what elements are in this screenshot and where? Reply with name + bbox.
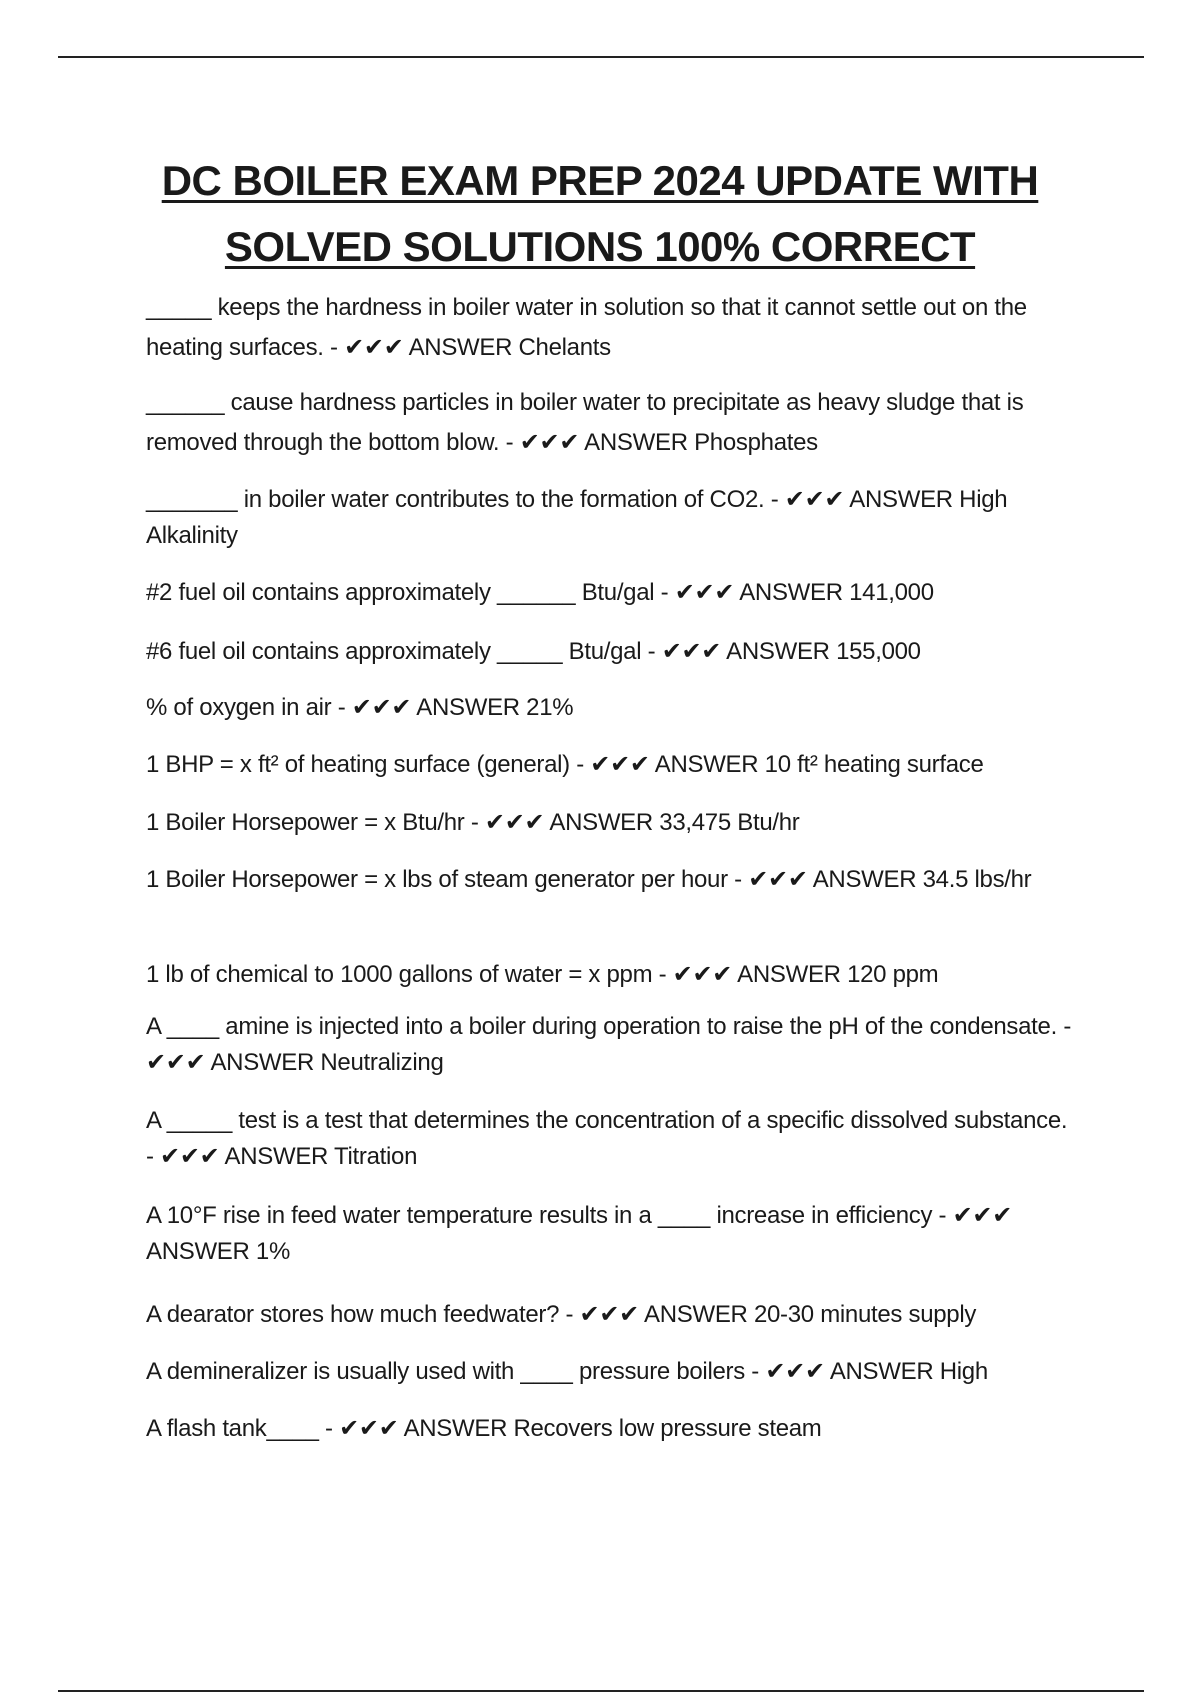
- qa-item-neutralizing-amine: A ____ amine is injected into a boiler during operation to raise the pH of the condensate. - ✔✔✔ ANSWER Neutralizing: [146, 1013, 1072, 1076]
- top-rule: [58, 56, 1144, 58]
- qa-item-oxygen-in-air: % of oxygen in air - ✔✔✔ ANSWER 21%: [146, 694, 574, 721]
- qa-item-bhp-heating-surface: 1 BHP = x ft² of heating surface (general) - ✔✔✔ ANSWER 10 ft² heating surface: [146, 751, 984, 778]
- qa-item-feedwater-efficiency: A 10°F rise in feed water temperature results in a ____ increase in efficiency - ✔✔✔ ANSWER 1%: [146, 1202, 1013, 1265]
- qa-item-phosphates: ______ cause hardness particles in boiler water to precipitate as heavy sludge that is removed through the bottom blow. - ✔✔✔ ANSWER Phosphates: [146, 389, 1024, 456]
- qa-item-no6-fuel-oil: #6 fuel oil contains approximately _____ Btu/gal - ✔✔✔ ANSWER 155,000: [146, 638, 921, 665]
- qa-item-high-alkalinity: _______ in boiler water contributes to the formation of CO2. - ✔✔✔ ANSWER High Alkalinity: [146, 486, 1008, 549]
- document-title: [60, 148, 1140, 280]
- qa-item-bhp-btu: 1 Boiler Horsepower = x Btu/hr - ✔✔✔ ANSWER 33,475 Btu/hr: [146, 809, 800, 836]
- qa-item-ppm: 1 lb of chemical to 1000 gallons of water = x ppm - ✔✔✔ ANSWER 120 ppm: [146, 961, 939, 988]
- qa-item-chelants: _____ keeps the hardness in boiler water in solution so that it cannot settle out on the heating surfaces. - ✔✔✔ ANSWER Chelants: [146, 294, 1027, 361]
- qa-item-flash-tank: A flash tank____ - ✔✔✔ ANSWER Recovers low pressure steam: [146, 1415, 822, 1442]
- bottom-rule: [58, 1690, 1144, 1692]
- title-line-2: SOLVED SOLUTIONS 100% CORRECT: [224, 223, 976, 270]
- qa-item-bhp-steam: 1 Boiler Horsepower = x lbs of steam generator per hour - ✔✔✔ ANSWER 34.5 lbs/hr: [146, 866, 1032, 893]
- title-line-1: DC BOILER EXAM PREP 2024 UPDATE WITH: [161, 157, 1039, 204]
- qa-item-demineralizer: A demineralizer is usually used with ____ pressure boilers - ✔✔✔ ANSWER High: [146, 1358, 988, 1385]
- qa-item-titration: A _____ test is a test that determines the concentration of a specific dissolved substance. - ✔✔✔ ANSWER Titration: [146, 1107, 1068, 1170]
- qa-item-no2-fuel-oil: #2 fuel oil contains approximately ______ Btu/gal - ✔✔✔ ANSWER 141,000: [146, 579, 934, 606]
- qa-item-dearator: A dearator stores how much feedwater? - ✔✔✔ ANSWER 20-30 minutes supply: [146, 1301, 977, 1328]
